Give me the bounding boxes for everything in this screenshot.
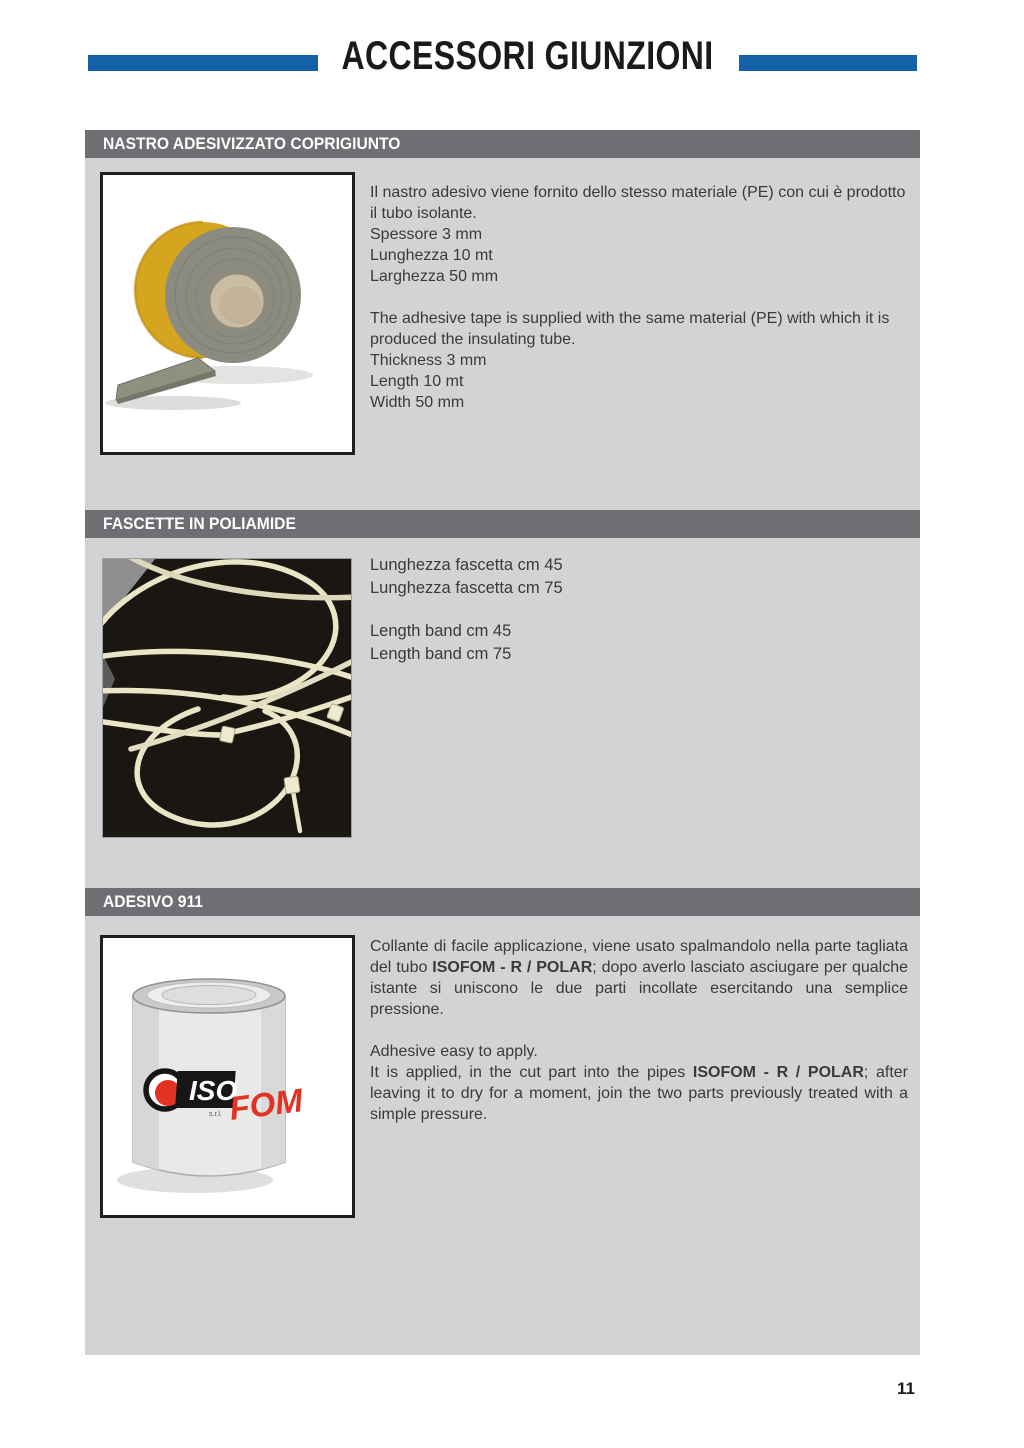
adesivo-en-paragraph <box>370 1062 908 1125</box>
tape-roll-photo <box>100 172 355 455</box>
section-header-adesivo-label: ADESIVO 911 <box>103 892 203 911</box>
nastro-en-paragraph: The adhesive tape is supplied with the same material (PE) with which it is produced the insulating tube. <box>370 310 890 348</box>
cable-tie-head <box>219 726 235 743</box>
logo-fom-text: FOM <box>227 1081 305 1127</box>
spec-line: Spessore 3 mm <box>370 226 483 243</box>
adesivo-en-line: Adhesive easy to apply. <box>370 1043 538 1060</box>
tape-roll-image <box>103 175 352 452</box>
logo-iso-text: ISO <box>189 1075 238 1106</box>
adesivo-it-seg: ; dopo averlo lasciato asciugare per qualche istante si uniscono le due parti incollate esercitando una semplice pressione. <box>370 959 908 1018</box>
title-divider-right <box>739 55 917 71</box>
cable-ties-image <box>103 559 351 837</box>
section-header-fascette-label: FASCETTE IN POLIAMIDE <box>103 514 296 533</box>
cable-ties-photo <box>102 558 352 838</box>
adesivo-en-seg: ; after leaving it to dry for a moment, join the two parts previously treated with a simple pressure. <box>370 1064 909 1123</box>
adhesive-can-photo <box>100 935 355 1218</box>
adesivo-text <box>370 936 908 1125</box>
nastro-text <box>370 182 908 413</box>
spec-line: Larghezza 50 mm <box>370 268 499 285</box>
section-header-adesivo <box>85 888 920 916</box>
page-title: ACCESSORI GIUNZIONI <box>341 34 715 78</box>
section-header-fascette <box>85 510 920 538</box>
fascette-it-line: Lunghezza fascetta cm 75 <box>370 579 563 597</box>
section-header-nastro-label: NASTRO ADESIVIZZATO COPRIGIUNTO <box>103 134 401 153</box>
cable-tie-head <box>284 776 300 794</box>
spec-line: Width 50 mm <box>370 394 465 411</box>
section-header-nastro <box>85 130 920 158</box>
logo-srl-text: s.r.l. <box>209 1111 222 1118</box>
spec-line: Lunghezza 10 mt <box>370 247 493 264</box>
adesivo-it-seg: Collante di facile applicazione, viene usato spalmandolo nella parte tagliata del tubo <box>370 938 908 976</box>
content-panel <box>85 130 920 1355</box>
adesivo-en-product-name: ISOFOM - R / POLAR <box>692 1064 864 1081</box>
adesivo-it-paragraph <box>370 936 908 1020</box>
page-number: 11 <box>897 1379 915 1398</box>
fascette-text <box>370 554 908 666</box>
fascette-en-line: Length band cm 75 <box>370 645 512 663</box>
nastro-it-paragraph: Il nastro adesivo viene fornito dello stesso materiale (PE) con cui è prodotto il tubo isolante. <box>370 184 906 222</box>
spec-line: Thickness 3 mm <box>370 352 487 369</box>
spec-line: Length 10 mt <box>370 373 464 390</box>
adesivo-en-seg: It is applied, in the cut part into the pipes <box>370 1064 693 1081</box>
fascette-it-line: Lunghezza fascetta cm 45 <box>370 556 563 574</box>
adhesive-can-image <box>103 938 352 1215</box>
adesivo-it-product-name: ISOFOM - R / POLAR <box>432 959 593 976</box>
fascette-en-line: Length band cm 45 <box>370 622 512 640</box>
